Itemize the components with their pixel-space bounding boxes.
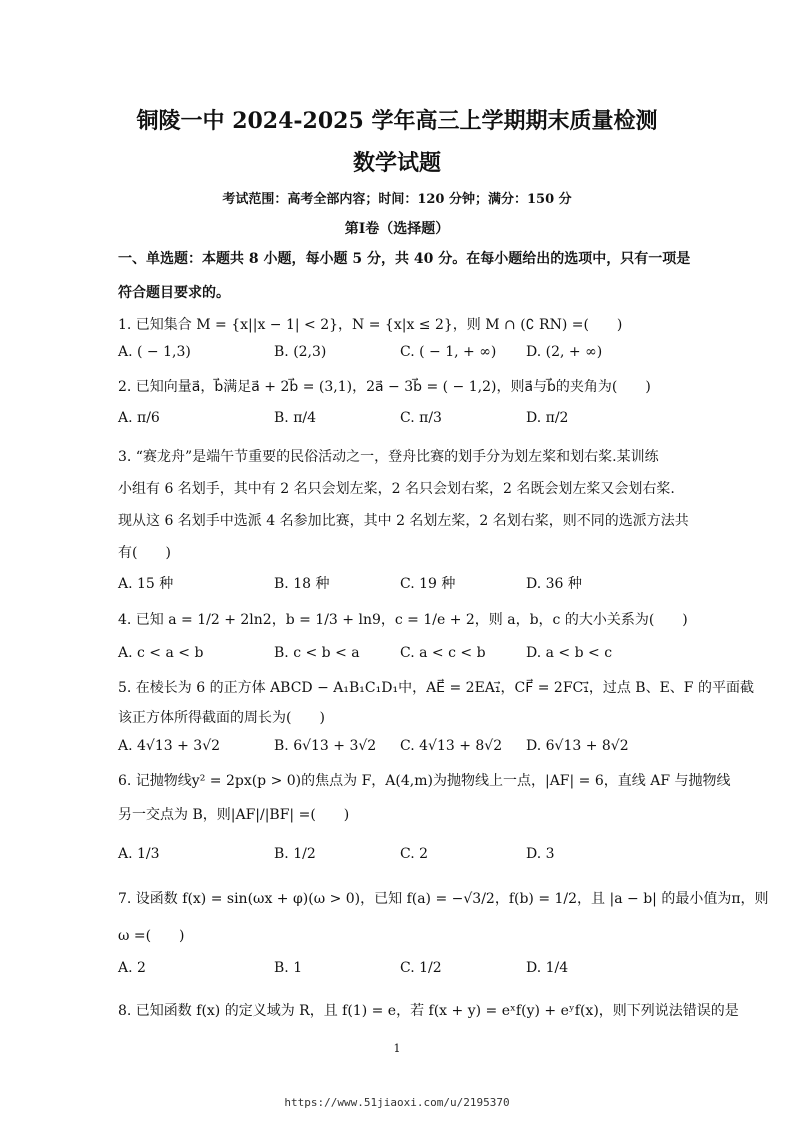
q5-option-a: A. 4√13 + 3√2 (118, 738, 221, 754)
q3-option-c: C. 19 种 (400, 576, 456, 592)
q3-option-d: D. 36 种 (526, 576, 582, 592)
q6-option-d: D. 3 (526, 846, 555, 862)
question-1-stem: 1. 已知集合 M = {x||x − 1| < 2}，N = {x|x ≤ 2}，则 M ∩ (∁ RN) =( ) (118, 317, 623, 333)
question-3-line3: 现从这 6 名划手中选派 4 名参加比赛，其中 2 名划左桨，2 名划右桨，则不同的选派方法共 (118, 513, 689, 529)
question-6-line2: 另一交点为 B，则|AF|/|BF| =( ) (118, 807, 350, 823)
exam-title: 铜陵一中 2024-2025 学年高三上学期期末质量检测 (136, 108, 658, 134)
q5-option-d: D. 6√13 + 8√2 (526, 738, 629, 754)
q2-option-c: C. π/3 (400, 410, 442, 426)
q1-option-c: C. ( − 1, + ∞) (400, 344, 497, 360)
question-7-line2: ω =( ) (118, 928, 185, 944)
question-7-line1: 7. 设函数 f(x) = sin(ωx + φ)(ω > 0)，已知 f(a) = −√3/2，f(b) = 1/2，且 |a − b| 的最小值为π，则 (118, 891, 769, 907)
q3-option-a: A. 15 种 (118, 576, 174, 592)
q6-option-c: C. 2 (400, 846, 429, 862)
q4-option-c: C. a < c < b (400, 645, 486, 661)
q5-option-c: C. 4√13 + 8√2 (400, 738, 503, 754)
part-heading-line2: 符合题目要求的。 (118, 285, 230, 301)
question-5-line2: 该正方体所得截面的周长为( ) (118, 710, 325, 726)
question-3-line4: 有( ) (118, 545, 171, 561)
q2-option-b: B. π/4 (274, 410, 317, 426)
q2-option-d: D. π/2 (526, 410, 569, 426)
q1-option-b: B. (2,3) (274, 344, 327, 360)
question-3-line1: 3. “赛龙舟”是端午节重要的民俗活动之一，登舟比赛的划手分为划左桨和划右桨.某训练 (118, 449, 659, 465)
q2-option-a: A. π/6 (118, 410, 160, 426)
exam-info: 考试范围：高考全部内容；时间：120 分钟；满分：150 分 (222, 192, 572, 207)
q5-option-b: B. 6√13 + 3√2 (274, 738, 377, 754)
section-heading: 第Ⅰ卷（选择题） (344, 221, 450, 237)
q3-option-b: B. 18 种 (274, 576, 330, 592)
q1-option-a: A. ( − 1,3) (118, 344, 191, 360)
question-2-stem: 2. 已知向量a⃗，b⃗满足a⃗ + 2b⃗ = (3,1)，2a⃗ − 3b⃗ = ( − 1,2)，则a⃗与b⃗的夹角为( ) (118, 379, 651, 395)
question-8-line1: 8. 已知函数 f(x) 的定义域为 R，且 f(1) = e，若 f(x + y) = eˣf(y) + eʸf(x)，则下列说法错误的是 (118, 1003, 739, 1019)
footer-url: https://www.51jiaoxi.com/u/2195370 (284, 1096, 510, 1109)
q4-option-b: B. c < b < a (274, 645, 360, 661)
q1-option-d: D. (2, + ∞) (526, 344, 603, 360)
part-heading-line1: 一、单选题：本题共 8 小题，每小题 5 分，共 40 分。在每小题给出的选项中，只有一项是 (118, 251, 691, 267)
question-6-line1: 6. 记抛物线y² = 2px(p > 0)的焦点为 F，A(4,m)为抛物线上一点，|AF| = 6，直线 AF 与抛物线 (118, 773, 731, 789)
q7-option-a: A. 2 (118, 960, 146, 976)
question-3-line2: 小组有 6 名划手，其中有 2 名只会划左桨，2 名只会划右桨，2 名既会划左桨又会划右桨. (118, 481, 675, 497)
q7-option-b: B. 1 (274, 960, 303, 976)
question-5-line1: 5. 在棱长为 6 的正方体 ABCD − A₁B₁C₁D₁中，AE⃗ = 2EA₁⃗，CF⃗ = 2FC₁⃗，过点 B、E、F 的平面截 (118, 680, 754, 696)
page-number: 1 (393, 1042, 401, 1055)
q4-option-d: D. a < b < c (526, 645, 613, 661)
q7-option-d: D. 1/4 (526, 960, 569, 976)
question-4-stem: 4. 已知 a = 1/2 + 2ln2，b = 1/3 + ln9，c = 1/e + 2，则 a，b，c 的大小关系为( ) (118, 612, 688, 628)
exam-subtitle: 数学试题 (352, 150, 441, 176)
q7-option-c: C. 1/2 (400, 960, 442, 976)
q6-option-b: B. 1/2 (274, 846, 316, 862)
q6-option-a: A. 1/3 (118, 846, 160, 862)
q4-option-a: A. c < a < b (118, 645, 204, 661)
